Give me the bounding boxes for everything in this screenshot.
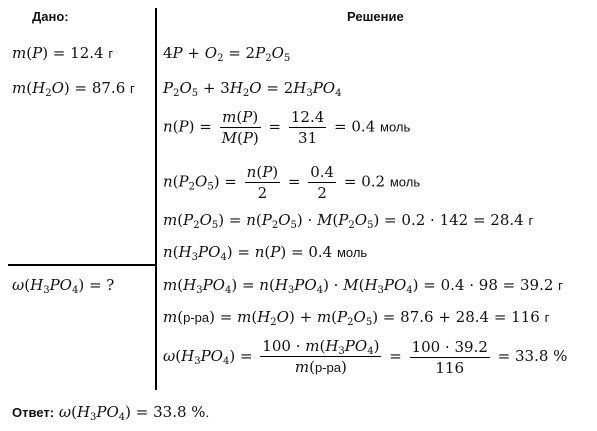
horizontal-divider [8, 264, 156, 266]
given-mass-water: $m(H_2O) = 87.6$ г [12, 79, 135, 99]
moles-phosphorus: n(P) = $\frac{m(P)}{M(P)}$ = $\frac{12.4}{31}$ = 0.4 моль [163, 108, 411, 147]
moles-p2o5: $n(P_2O_5)$ = $\frac{n(P)}{2}$ = $\frac{0.4}{2}$ = 0.2 моль [163, 163, 421, 202]
mass-p2o5: $m(P_2O_5) = n(P_2O_5) \cdot M(P_2O_5) = 0.2 \cdot 142 = 28.4$ г [163, 211, 534, 231]
equation-hydration: $P_2O_5 + 3H_2O = 2H_3PO_4$ [163, 79, 342, 99]
fraction-values: $\frac{12.4}{31}$ [290, 108, 325, 147]
fraction-np-over-2: $\frac{n(P)}{2}$ [246, 163, 279, 202]
answer-label: Ответ: [12, 405, 55, 420]
solution-header: Решение [347, 9, 404, 24]
equation-combustion: $4P + O_2 = 2P_2O_5$ [163, 44, 291, 64]
answer-line: Ответ: $\omega(H_3PO_4) = 33.8$ %. [12, 403, 210, 423]
fraction-values: $\frac{0.4}{2}$ [310, 163, 335, 202]
mass-fraction: $\omega(H_3PO_4)$ = $\frac{100 \cdot m(H_3PO_4)}{m(р-ра)}$ = $\frac{100 \cdot 39.2}{116}$ = 33.8 % [163, 337, 568, 377]
fraction-m-over-M: $\frac{m(P)}{M(P)}$ [221, 108, 259, 147]
fraction-values: $\frac{100 \cdot 39.2}{116}$ [411, 337, 488, 377]
moles-h3po4: $n(H_3PO_4) = n(P) = 0.4$ моль [163, 243, 368, 263]
vertical-divider [155, 8, 157, 390]
fraction-formula: $\frac{100 \cdot m(H_3PO_4)}{m(р-ра)}$ [262, 337, 380, 376]
find-mass-fraction: $\omega(H_3PO_4)$ = ? [12, 276, 115, 296]
given-header: Дано: [32, 9, 69, 24]
mass-solution: $m(р-ра) = m(H_2O) + m(P_2O_5) = 87.6 + 28.4 = 116$ г [163, 308, 550, 328]
mass-h3po4: $m(H_3PO_4) = n(H_3PO_4) \cdot M(H_3PO_4) = 0.4 \cdot 98 = 39.2$ г [163, 276, 563, 296]
given-mass-phosphorus: m(P) = 12.4 г [12, 44, 114, 62]
answer-value: 33.8 % [153, 403, 206, 421]
